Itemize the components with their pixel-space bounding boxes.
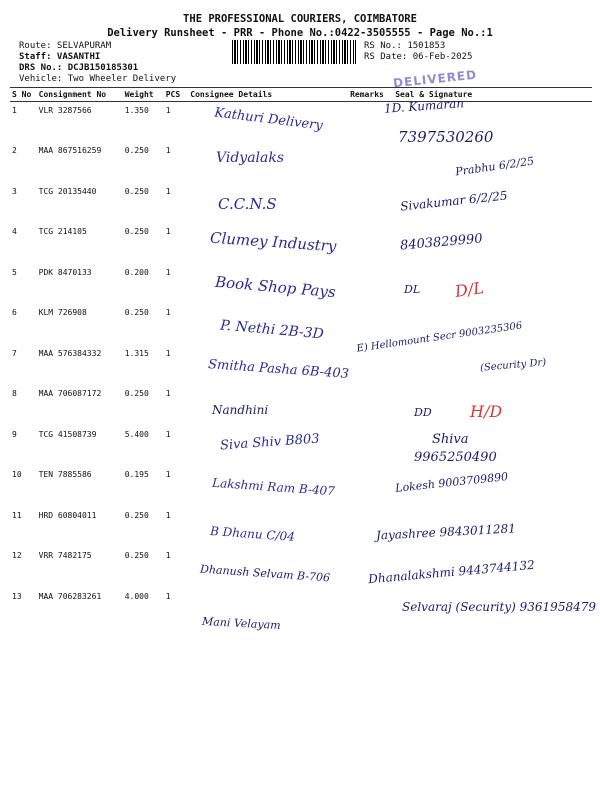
col-remarks: Remarks: [348, 88, 393, 102]
cell-remarks: [348, 466, 393, 507]
cell-sno: 13: [12, 591, 22, 601]
cell-consignment: MAA 706087172: [38, 389, 102, 398]
handwriting-consignee-12: Dhanush Selvam B-706: [199, 562, 331, 585]
handwriting-consignee-8: Nandhini: [212, 403, 269, 417]
cell-sno: 8: [12, 389, 17, 398]
handwriting-sign-5a: DL: [404, 283, 421, 296]
cell-consignment: PDK 8470133: [38, 267, 92, 277]
cell-remarks: [348, 588, 393, 629]
handwriting-sign-9b: 9965250490: [414, 450, 497, 465]
cell-pcs: 1: [165, 389, 171, 398]
handwriting-sign-13: Selvaraj (Security) 9361958479: [402, 600, 596, 614]
table-header-row: [10, 88, 592, 102]
handwriting-sign-10: Lokesh 9003709890: [394, 470, 509, 495]
cell-weight: 0.250: [124, 308, 149, 317]
cell-consignment: TCG 41508739: [38, 429, 97, 439]
col-seal: Seal & Signature: [393, 88, 592, 102]
handwriting-consignee-7: Smitha Pasha 6B-403: [207, 357, 350, 382]
cell-weight: 0.250: [124, 146, 149, 155]
handwriting-consignee-9: Siva Shiv B803: [219, 431, 320, 454]
col-pcs: PCS: [164, 88, 189, 102]
cell-sno: 1: [12, 106, 17, 115]
handwriting-sign-5b: D/L: [453, 278, 486, 301]
handwriting-consignee-5: Book Shop Pays: [214, 272, 337, 302]
cell-consignment: VRR 7482175: [38, 551, 92, 560]
handwriting-sign-2: Prabhu 6/2/25: [454, 154, 535, 179]
cell-remarks: [348, 426, 393, 467]
handwriting-consignee-11: B Dhanu C/04: [209, 524, 296, 544]
cell-sno: 11: [12, 510, 22, 520]
delivered-stamp: DELIVERED: [392, 67, 478, 91]
cell-pcs: 1: [165, 429, 171, 439]
cell-remarks: [348, 264, 393, 305]
drs-label: DRS No.: DCJB150185301: [19, 63, 139, 73]
staff-label: Staff: VASANTHI: [19, 52, 101, 62]
cell-consignment: MAA 576384332: [38, 348, 102, 358]
cell-weight: 0.250: [124, 389, 149, 398]
cell-pcs: 1: [165, 470, 171, 479]
rs-date-label: RS Date: 06-Feb-2025: [364, 52, 473, 62]
cell-remarks: [348, 142, 393, 183]
route-label: Route: SELVAPURAM: [19, 41, 112, 51]
handwriting-consignee-10: Lakshmi Ram B-407: [211, 475, 336, 499]
cell-remarks: [348, 385, 393, 426]
cell-weight: 0.200: [124, 267, 149, 277]
cell-pcs: 1: [165, 227, 171, 236]
cell-remarks: [348, 183, 393, 224]
cell-sno: 9: [12, 429, 17, 439]
handwriting-sign-8b: H/D: [470, 402, 503, 421]
cell-pcs: 1: [165, 146, 171, 155]
cell-sno: 10: [12, 470, 22, 479]
cell-sno: 12: [12, 551, 22, 560]
cell-sno: 6: [12, 308, 17, 317]
handwriting-sign-1a: 1D. Kumaran: [383, 96, 465, 116]
handwriting-consignee-13: Mani Velayam: [201, 614, 281, 633]
cell-consignment: KLM 726908: [38, 308, 87, 317]
cell-sno: 3: [12, 186, 17, 196]
cell-pcs: 1: [165, 186, 171, 196]
rs-no-label: RS No.: 1501853: [364, 41, 446, 51]
handwriting-consignee-4: Clumey Industry: [209, 228, 337, 256]
cell-weight: 0.250: [124, 227, 149, 236]
col-consignee: Consignee Details: [188, 88, 348, 102]
cell-consignment: HRD 60804011: [38, 510, 97, 520]
cell-pcs: 1: [165, 348, 171, 358]
handwriting-consignee-2: Vidyalaks: [216, 150, 285, 166]
cell-sno: 7: [12, 348, 17, 358]
cell-consignment: MAA 706283261: [38, 591, 102, 601]
cell-pcs: 1: [165, 551, 171, 560]
handwriting-sign-11: Jayashree 9843011281: [375, 521, 517, 543]
company-title: THE PROFESSIONAL COURIERS, COIMBATORE: [183, 13, 417, 25]
runsheet-subtitle: Delivery Runsheet - PRR - Phone No.:0422-3505555 - Page No.:1: [107, 27, 493, 39]
cell-pcs: 1: [165, 510, 171, 520]
cell-consignment: TCG 214105: [38, 227, 87, 236]
cell-weight: 0.195: [124, 470, 149, 479]
col-consignment: Consignment No: [37, 88, 123, 102]
cell-consignment: MAA 867516259: [38, 146, 102, 155]
cell-seal: [393, 264, 592, 305]
cell-sno: 5: [12, 267, 17, 277]
cell-pcs: 1: [165, 106, 171, 115]
barcode: [232, 40, 356, 64]
cell-pcs: 1: [165, 591, 171, 601]
cell-weight: 0.250: [124, 186, 149, 196]
cell-sno: 2: [12, 146, 17, 155]
handwriting-consignee-6: P. Nethi 2B-3D: [219, 317, 325, 343]
col-weight: Weight: [123, 88, 164, 102]
cell-weight: 1.315: [124, 348, 149, 358]
handwriting-sign-1b: 7397530260: [398, 128, 494, 146]
handwriting-sign-9a: Shiva: [432, 432, 469, 447]
cell-weight: 0.250: [124, 510, 149, 520]
cell-consignment: TEN 7885586: [38, 470, 92, 479]
handwriting-consignee-3: C.C.N.S: [218, 195, 277, 213]
cell-weight: 4.000: [124, 591, 149, 601]
vehicle-label: Vehicle: Two Wheeler Delivery: [19, 74, 177, 84]
handwriting-sign-8a: DD: [414, 406, 432, 419]
handwriting-consignee-1: Kathuri Delivery: [213, 105, 324, 134]
handwriting-sign-7a: E) Hellomount Secr 9003235306: [356, 320, 523, 355]
cell-weight: 0.250: [124, 551, 149, 560]
cell-pcs: 1: [165, 267, 171, 277]
handwriting-sign-3: Sivakumar 6/2/25: [399, 188, 509, 214]
col-sno: S No: [10, 88, 37, 102]
handwriting-sign-12: Dhanalakshmi 9443744132: [367, 557, 536, 587]
cell-consignment: TCG 20135440: [38, 186, 97, 196]
cell-weight: 5.400: [124, 429, 149, 439]
cell-remarks: [348, 223, 393, 264]
cell-consignment: VLR 3287566: [38, 106, 92, 115]
table-row: [10, 385, 592, 426]
cell-pcs: 1: [165, 308, 171, 317]
cell-sno: 4: [12, 227, 17, 236]
cell-weight: 1.350: [124, 106, 149, 115]
handwriting-sign-4: 8403829990: [399, 231, 484, 254]
handwriting-sign-7b: (Security Dr): [479, 357, 547, 374]
